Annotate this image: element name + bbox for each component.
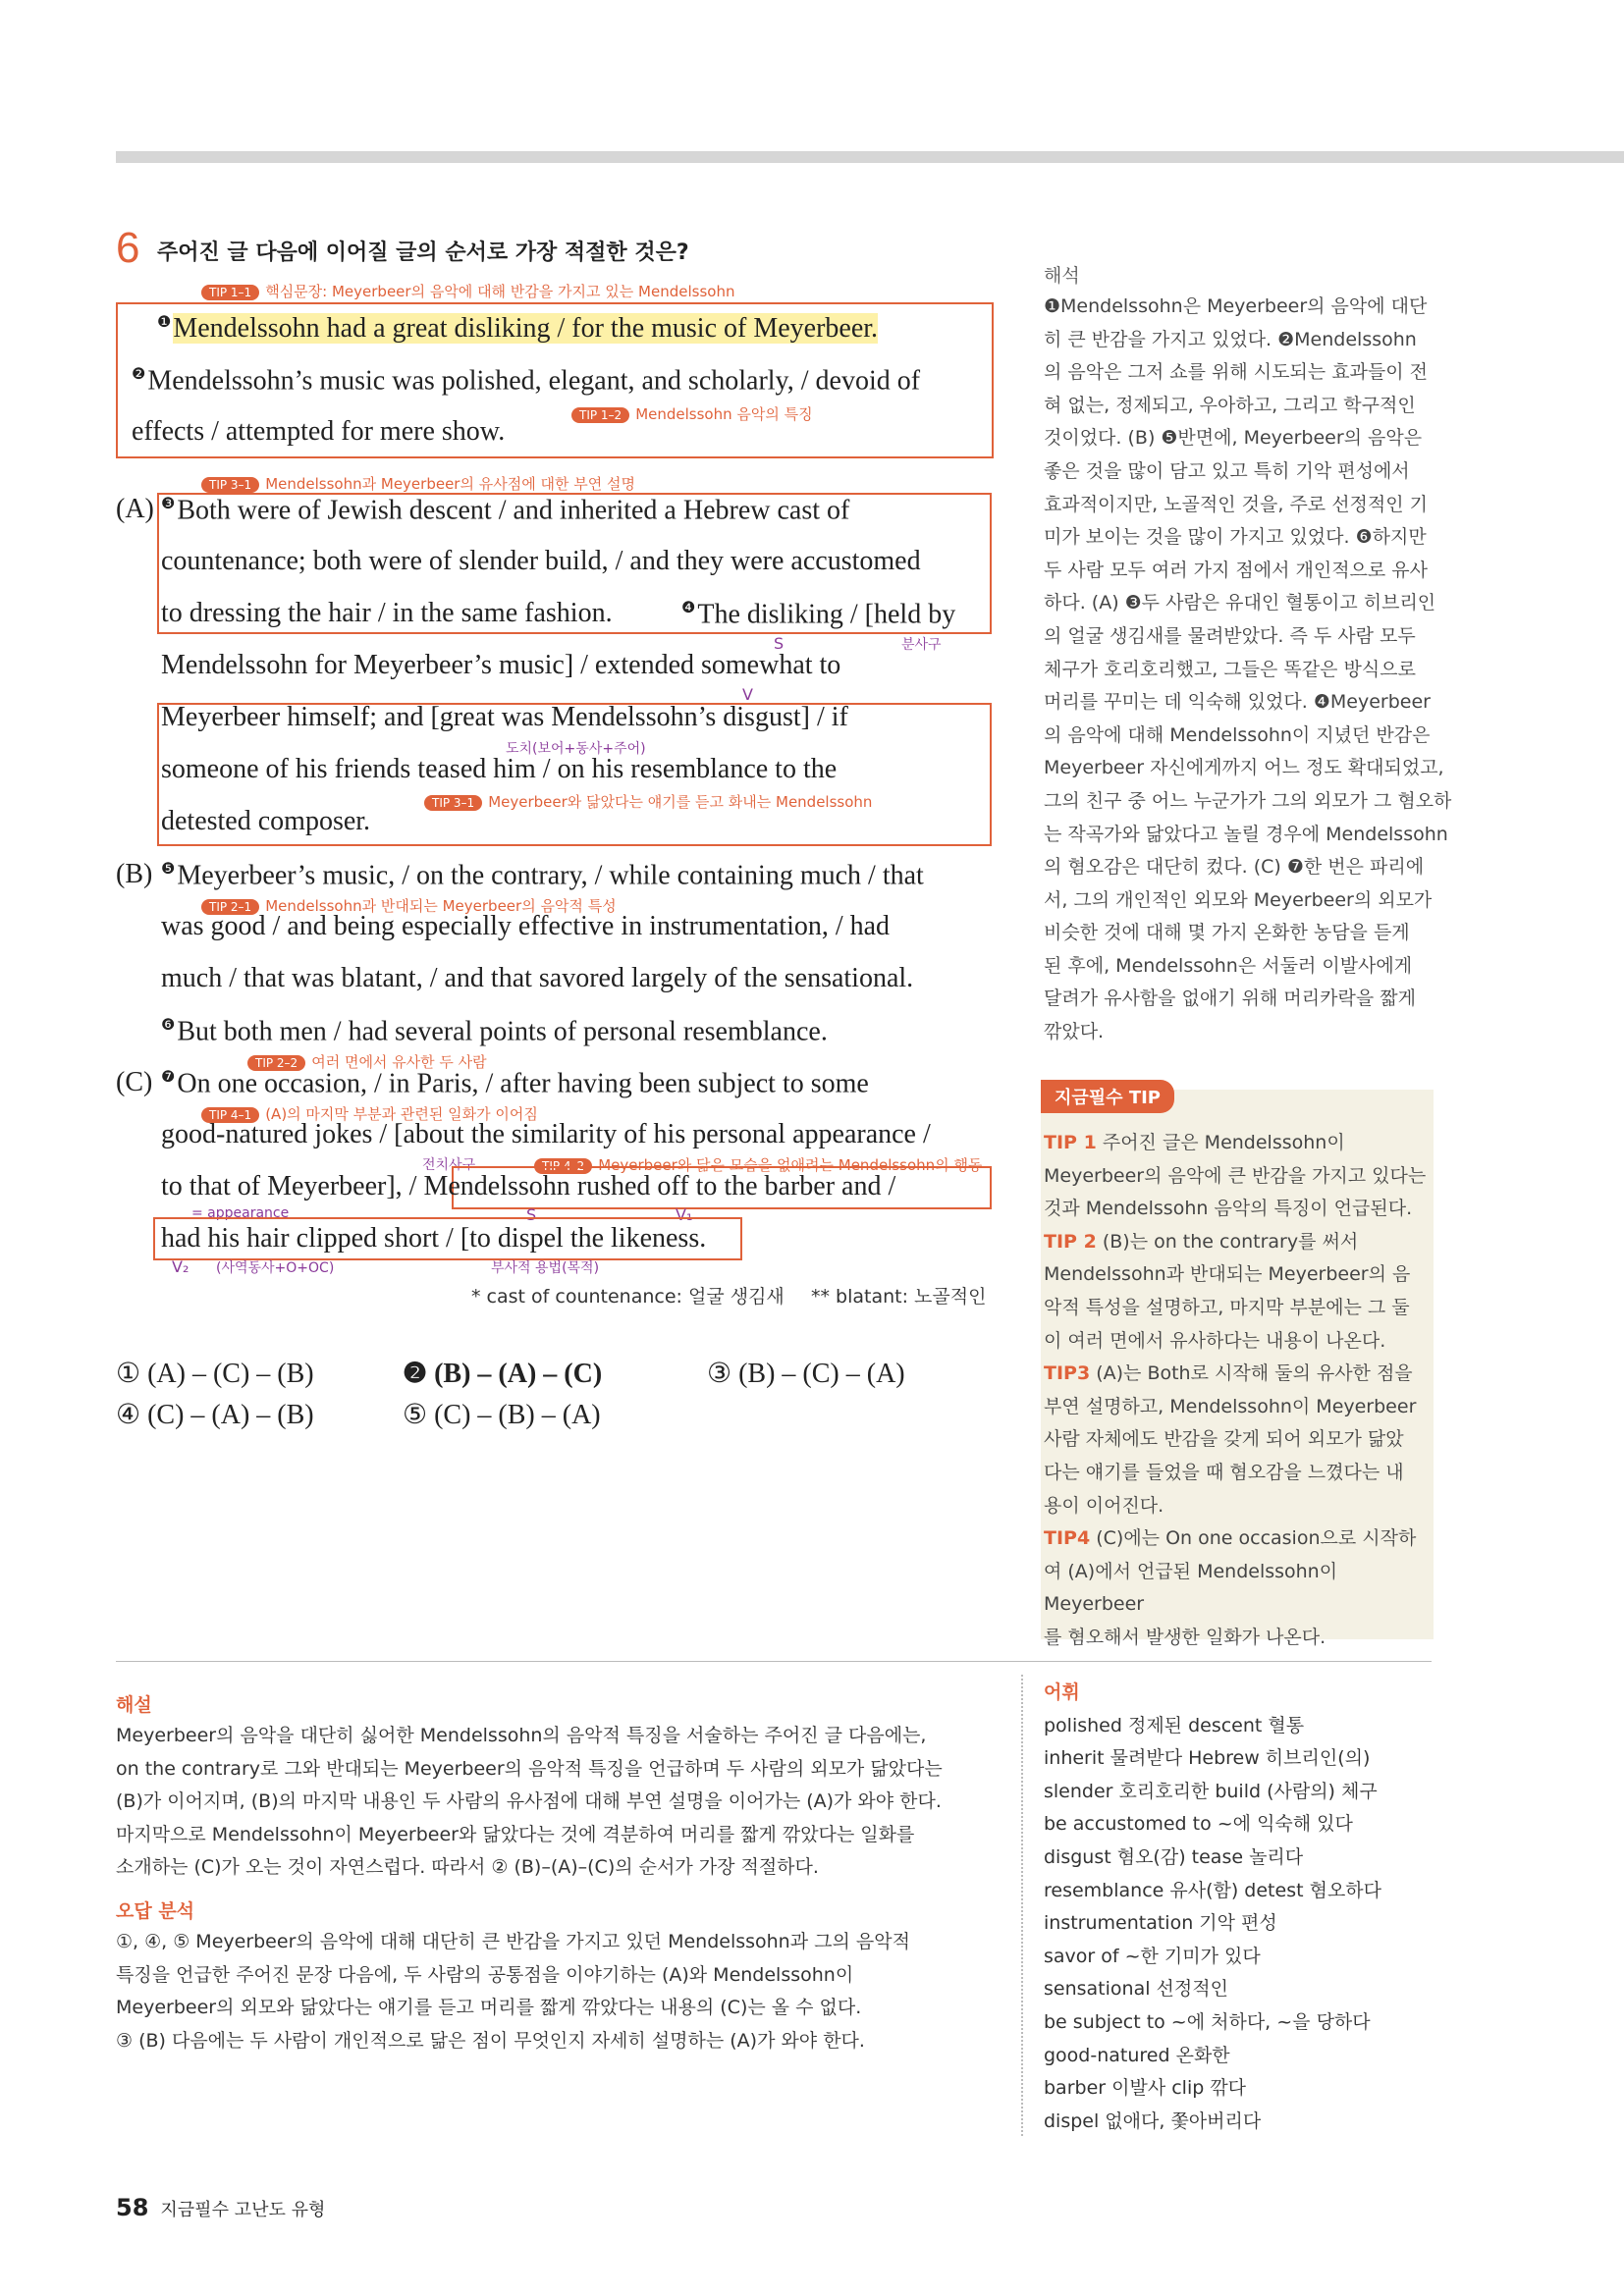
c-line-2: good-natured jokes / [about the similarity of his personal appearance / — [161, 1119, 931, 1149]
option-2[interactable]: ❷ (B) – (A) – (C) — [403, 1359, 603, 1389]
option-1[interactable]: ① (A) – (C) – (B) — [116, 1359, 314, 1389]
a-line-3b: $^❹$The disliking / [held by — [681, 599, 956, 630]
label-c: (C) — [116, 1067, 153, 1097]
interpretation-heading: 해석 — [1044, 265, 1080, 287]
b-line-3: much / that was blatant, / and that savored largely of the sensational. — [161, 963, 914, 993]
tip-4-2: TIP 4–2 Meyerbeer와 닮은 모습을 없애려는 Mendelssohn의 행동 — [534, 1154, 982, 1175]
wrong-analysis-heading: 오답 분석 — [116, 1900, 195, 1922]
a-line-6: someone of his friends teased him / on his resemblance to the — [161, 754, 838, 784]
gram-v2: V₁ — [676, 1205, 693, 1224]
c-line-3: to that of Meyerbeer], / Mendelssohn rushed off to the barber and / — [161, 1171, 896, 1201]
option-5[interactable]: ⑤ (C) – (B) – (A) — [403, 1400, 601, 1430]
gram-v1: V — [742, 685, 753, 704]
column-divider — [1021, 1675, 1023, 2136]
sentence-2b: effects / attempted for mere show. — [132, 416, 506, 447]
gram-s2: S — [526, 1205, 537, 1224]
section-divider — [116, 1661, 1432, 1662]
label-b: (B) — [116, 859, 153, 889]
label-a: (A) — [116, 494, 154, 524]
gram-s1: S — [774, 634, 785, 653]
gram-appearance: = appearance — [191, 1205, 290, 1221]
question-number: 6 — [116, 224, 140, 272]
tip-1-2: TIP 1–2 Mendelssohn 음악의 특징 — [571, 403, 813, 424]
gram-jeonchi: 전치사구 — [422, 1157, 476, 1173]
page-footer — [116, 2194, 325, 2221]
vocab-heading: 어휘 — [1044, 1682, 1080, 1703]
b-line-4: $^❻$But both men / had several points of personal resemblance. — [161, 1016, 828, 1047]
explanation-heading: 해설 — [116, 1694, 152, 1716]
gram-dochi: 도치(보어+동사+주어) — [506, 741, 646, 757]
interpretation-text: ❶Mendelssohn은 Meyerbeer의 음악에 대단 히 큰 반감을 가지고 있었다. ❷Mendelssohn 의 음악은 그저 쇼를 위해 시도되는 효과들이 전 혀 없는, 정제되고, 우아하고, 그리고 학구적인 것이었다. (B) ❺반면에, Meyerbeer의 음악은 좋은 것을 많이 담고 있고 특히 기악 편성에서 효과적이지만, 노골적인 것을, 주로 선정적인 기 미가 보이는 것을 많이 가지고 있었다. ❻하지만 두 사람 모두 여러 가지 점에서 개인적으로 유사 하다. (A) ❸두 사람은 유대인 혈통이고 히브리인 의 얼굴 생김새를 물려받았다. 즉 두 사람 모두 체구가 호리호리했고, 그들은 똑같은 방식으로 머리를 꾸미는 데 익숙해 있었다. ❹Meyerbeer 의 음악에 대해 Mendelssohn이 지녔던 반감은 Meyerbeer 자신에게까지 어느 정도 확대되었고, 그의 친구 중 어느 누군가가 그의 외모가 그 혐오하 는 작곡가와 닮았다고 놀릴 경우에 Mendelssohn 의 혐오감은 대단히 컸다. (C) ❼한 번은 파리에 서, 그의 개인적인 외모와 Meyerbeer의 외모가 비슷한 것에 대해 몇 가지 온화한 농담을 듣게 된 후에, Mendelssohn은 서둘러 이발사에게 달려가 유사함을 없애기 위해 머리카락을 짧게 깎았다. — [1044, 295, 1452, 1043]
book-title: 지금필수 고난도 유형 — [160, 2200, 326, 2220]
a-line-4: Mendelssohn for Meyerbeer’s music] / extended somewhat to — [161, 650, 841, 680]
gram-sayeok: (사역동사+O+OC) — [216, 1260, 335, 1276]
c-line-4: had his hair clipped short / [to dispel the likeness. — [161, 1223, 707, 1254]
a-line-1: $^❸$Both were of Jewish descent / and inherited a Hebrew cast of — [161, 495, 850, 526]
top-rule — [116, 151, 1624, 163]
a-line-5: Meyerbeer himself; and [great was Mendelssohn’s disgust] / if — [161, 702, 848, 732]
sentence-1: $^❶$Mendelssohn had a great disliking / for the music of Meyerbeer. — [157, 313, 879, 345]
tip-4-1: TIP 4–1 (A)의 마지막 부분과 관련된 일화가 이어짐 — [201, 1103, 538, 1124]
c-line-1: $^❼$On one occasion, / in Paris, / after having been subject to some — [161, 1068, 869, 1099]
tip-3-1b: TIP 3–1 Meyerbeer와 닮았다는 얘기를 듣고 화내는 Mendelssohn — [424, 791, 872, 812]
footnote-2: ** blatant: 노골적인 — [811, 1286, 987, 1308]
a-line-2: countenance; both were of slender build, / and they were accustomed — [161, 546, 921, 576]
a-line-3: to dressing the hair / in the same fashion. — [161, 598, 613, 628]
footnote-1: * cast of countenance: 얼굴 생김새 — [471, 1286, 785, 1308]
question-title: 주어진 글 다음에 이어질 글의 순서로 가장 적절한 것은? — [157, 240, 689, 265]
b-line-1: $^❺$Meyerbeer’s music, / on the contrary, / while containing much / that — [161, 860, 924, 891]
gram-busa: 부사적 용법(목적) — [491, 1260, 600, 1276]
explanation-text: Meyerbeer의 음악을 대단히 싫어한 Mendelssohn의 음악적 특징을 서술하는 주어진 글 다음에는, on the contrary로 그와 반대되는 Meyerbeer의 음악적 특징을 언급하며 두 사람의 외모가 닮았다는 (B)가 이어지며, (B)의 마지막 내용인 두 사람의 유사점에 대해 부연 설명을 이어가는 (A)가 와야 한다. 마지막으로 Mendelssohn이 Meyerbeer와 닮았다는 것에 격분하여 머리를 짧게 깎았다는 일화를 소개하는 (C)가 오는 것이 자연스럽다. 따라서 ② (B)–(A)–(C)의 순서가 가장 적절하다. — [116, 1725, 943, 1878]
b-line-2: was good / and being especially effective in instrumentation, / had — [161, 911, 891, 941]
tip-2-2: TIP 2–2 여러 면에서 유사한 두 사람 — [247, 1051, 487, 1072]
wrong-analysis-text: ①, ④, ⑤ Meyerbeer의 음악에 대해 대단히 큰 반감을 가지고 있던 Mendelssohn과 그의 음악적 특징을 언급한 주어진 문장 다음에, 두 사람의 공통점을 이야기하는 (A)와 Mendelssohn이 Meyerbeer의 외모와 닮았다는 얘기를 듣고 머리를 짧게 깎았다는 내용의 (C)는 올 수 없다. ③ (B) 다음에는 두 사람이 개인적으로 닮은 점이 무엇인지 자세히 설명하는 (A)가 와야 한다. — [116, 1931, 910, 2052]
tip-box-tag: 지금필수 TIP — [1041, 1080, 1174, 1113]
gram-bunsa: 분사구 — [901, 637, 942, 653]
sentence-2a: $^❷$Mendelssohn’s music was polished, elegant, and scholarly, / devoid of — [132, 365, 921, 397]
tip-1-1: TIP 1–1 핵심문장: Meyerbeer의 음악에 대해 반감을 가지고 있는 Mendelssohn — [201, 281, 734, 301]
gram-v3: V₂ — [172, 1257, 189, 1276]
page-number: 58 — [116, 2194, 149, 2221]
tip-box-text: TIP 1 주어진 글은 Mendelssohn이 Meyerbeer의 음악에 큰 반감을 가지고 있다는 것과 Mendelssohn 음악의 특징이 언급된다. TIP 2 (B)는 on the contrary를 써서 Mendelssohn과 반대되는 Meyerbeer의 음 악적 특성을 설명하고, 마지막 부분에는 그 둘 이 여러 면에서 유사하다는 내용이 나온다. TIP3 (A)는 Both로 시작해 둘의 유사한 점을 부연 설명하고, Mendelssohn이 Meyerbeer 사람 자체에도 반감을 갖게 되어 외모가 닮았 다는 얘기를 들었을 때 혐오감을 느꼈다는 내 용이 이어진다. TIP4 (C)에는 On one occasion으로 시작하 여 (A)에서 언급된 Mendelssohn이 Meyerbeer 를 혐오해서 발생한 일화가 나온다. — [1044, 1132, 1427, 1648]
option-3[interactable]: ③ (B) – (C) – (A) — [707, 1359, 905, 1389]
option-4[interactable]: ④ (C) – (A) – (B) — [116, 1400, 314, 1430]
vocab-list: 어휘 polished 정제된 descent 혈통 inherit 물려받다 Hebrew 히브리인(의) slender 호리호리한 build (사람의) 체구 be accustomed to ~에 익숙해 있다 disgust 혐오(감) tease 놀리다 resemblance 유사(함) detest 혐오하다 instrumentation 기악 편성 savor of ~한 기미가 있다 sensational 선정적인 be subject to ~에 처하다, ~을 당하다 good-natured 온화한 barber 이발사 clip 깎다 dispel 없애다, 쫓아버리다 — [1044, 1677, 1381, 2138]
a-line-7: detested composer. — [161, 806, 371, 836]
tip-3-1a: TIP 3–1 Mendelssohn과 Meyerbeer의 유사점에 대한 부연 설명 — [201, 473, 635, 494]
tip-2-1: TIP 2–1 Mendelssohn과 반대되는 Meyerbeer의 음악적 특성 — [201, 895, 617, 916]
